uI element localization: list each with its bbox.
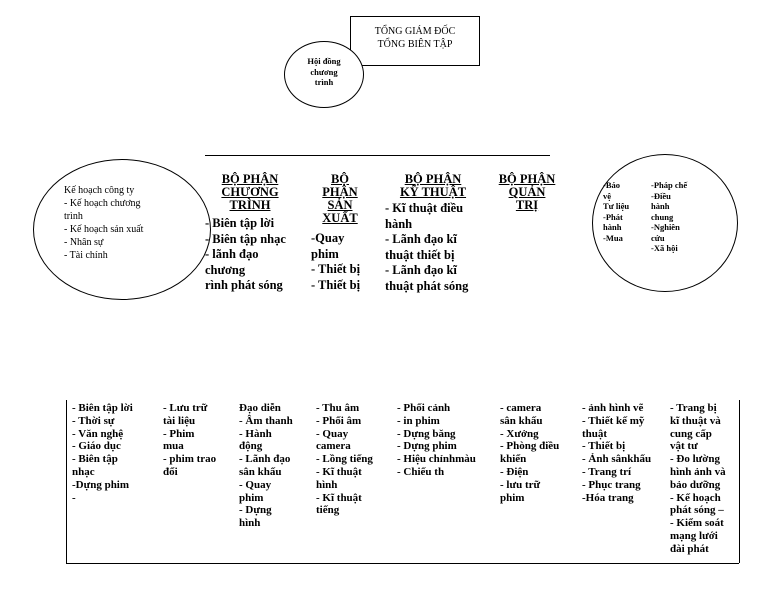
executive-line-1: TỔNG GIÁM ĐỐC bbox=[374, 26, 456, 37]
council-ellipse bbox=[284, 41, 364, 108]
planning-item-2: - Kế hoạch sản xuất bbox=[64, 224, 144, 235]
department-items-technical: - Kĩ thuật điều hành - Lãnh đạo kĩ thuật thiết bị - Lãnh đạo kĩ thuật phát sóng bbox=[385, 201, 469, 293]
bottom-column-2: - Lưu trữ tài liệu - Phim mua - phim trao đổi bbox=[163, 402, 217, 478]
planning-ellipse bbox=[33, 159, 211, 300]
support-ellipse bbox=[592, 154, 738, 292]
department-head-production: BỘ PHẬN SẢN XUẤT bbox=[322, 172, 358, 225]
department-head-admin: BỘ PHẬN QUẢN TRỊ bbox=[498, 172, 556, 212]
planning-item-4: - Tài chính bbox=[64, 250, 108, 261]
support-col-1: -Báo vệ Tư liệu -Phát hành -Mua bbox=[603, 180, 630, 243]
bottom-column-5: - Phối cảnh - in phim - Dựng băng - Dựng phim - Hiệu chỉnhmàu - Chiếu th bbox=[397, 402, 476, 478]
support-col-2: -Pháp chế -Điều hành chung -Nghiên cứu -Xã hội bbox=[651, 180, 688, 253]
bottom-column-4: - Thu âm - Phối âm - Quay camera - Lồng tiếng - Kĩ thuật hình - Kĩ thuật tiếng bbox=[316, 402, 373, 517]
planning-item-0: Kế hoạch công ty bbox=[64, 185, 135, 196]
table-bottom-border bbox=[66, 563, 739, 564]
bottom-column-6: - camera sân khấu - Xưởng - Phòng điều khiển - Điện - lưu trữ phim bbox=[500, 402, 560, 504]
bottom-column-1: - Biên tập lời - Thời sự - Văn nghệ - Giáo dục - Biên tập nhạc -Dựng phim - bbox=[72, 402, 133, 504]
bottom-column-7: - ảnh hình vẽ - Thiết kế mỹ thuật - Thiết bị - Ảnh sânkhấu - Trang trí - Phục trang -Hóa trang bbox=[582, 402, 652, 504]
department-items-program: - Biên tập lời - Biên tập nhạc - lãnh đạo chương rình phát sóng bbox=[205, 216, 286, 292]
table-left-border bbox=[66, 400, 67, 563]
department-head-program: BỘ PHẬN CHƯƠNG TRÌNH bbox=[221, 172, 279, 212]
department-bar bbox=[205, 155, 550, 156]
department-head-technical: BỘ PHẬN KỸ THUẬT bbox=[399, 172, 467, 199]
bottom-column-8: - Trang bị kĩ thuật và cung cấp vật tư - Đo lường hình ảnh và bảo dưỡng - Kế hoạch phát sóng – - Kiểm soát mạng lưới đài phát bbox=[670, 402, 726, 555]
executive-line-2: TỔNG BIÊN TẬP bbox=[377, 39, 453, 50]
planning-item-3: - Nhân sự bbox=[64, 237, 104, 248]
executive-box bbox=[350, 16, 480, 66]
council-label: Hội đồng chương trình bbox=[307, 56, 341, 87]
planning-item-1: - Kế hoạch chương trình bbox=[64, 198, 141, 222]
department-items-production: -Quay phim - Thiết bị - Thiết bị bbox=[311, 231, 361, 292]
bottom-column-3: Đạo diễn - Âm thanh - Hành động - Lãnh đạo sân khấu - Quay phim - Dựng hình bbox=[239, 402, 293, 530]
